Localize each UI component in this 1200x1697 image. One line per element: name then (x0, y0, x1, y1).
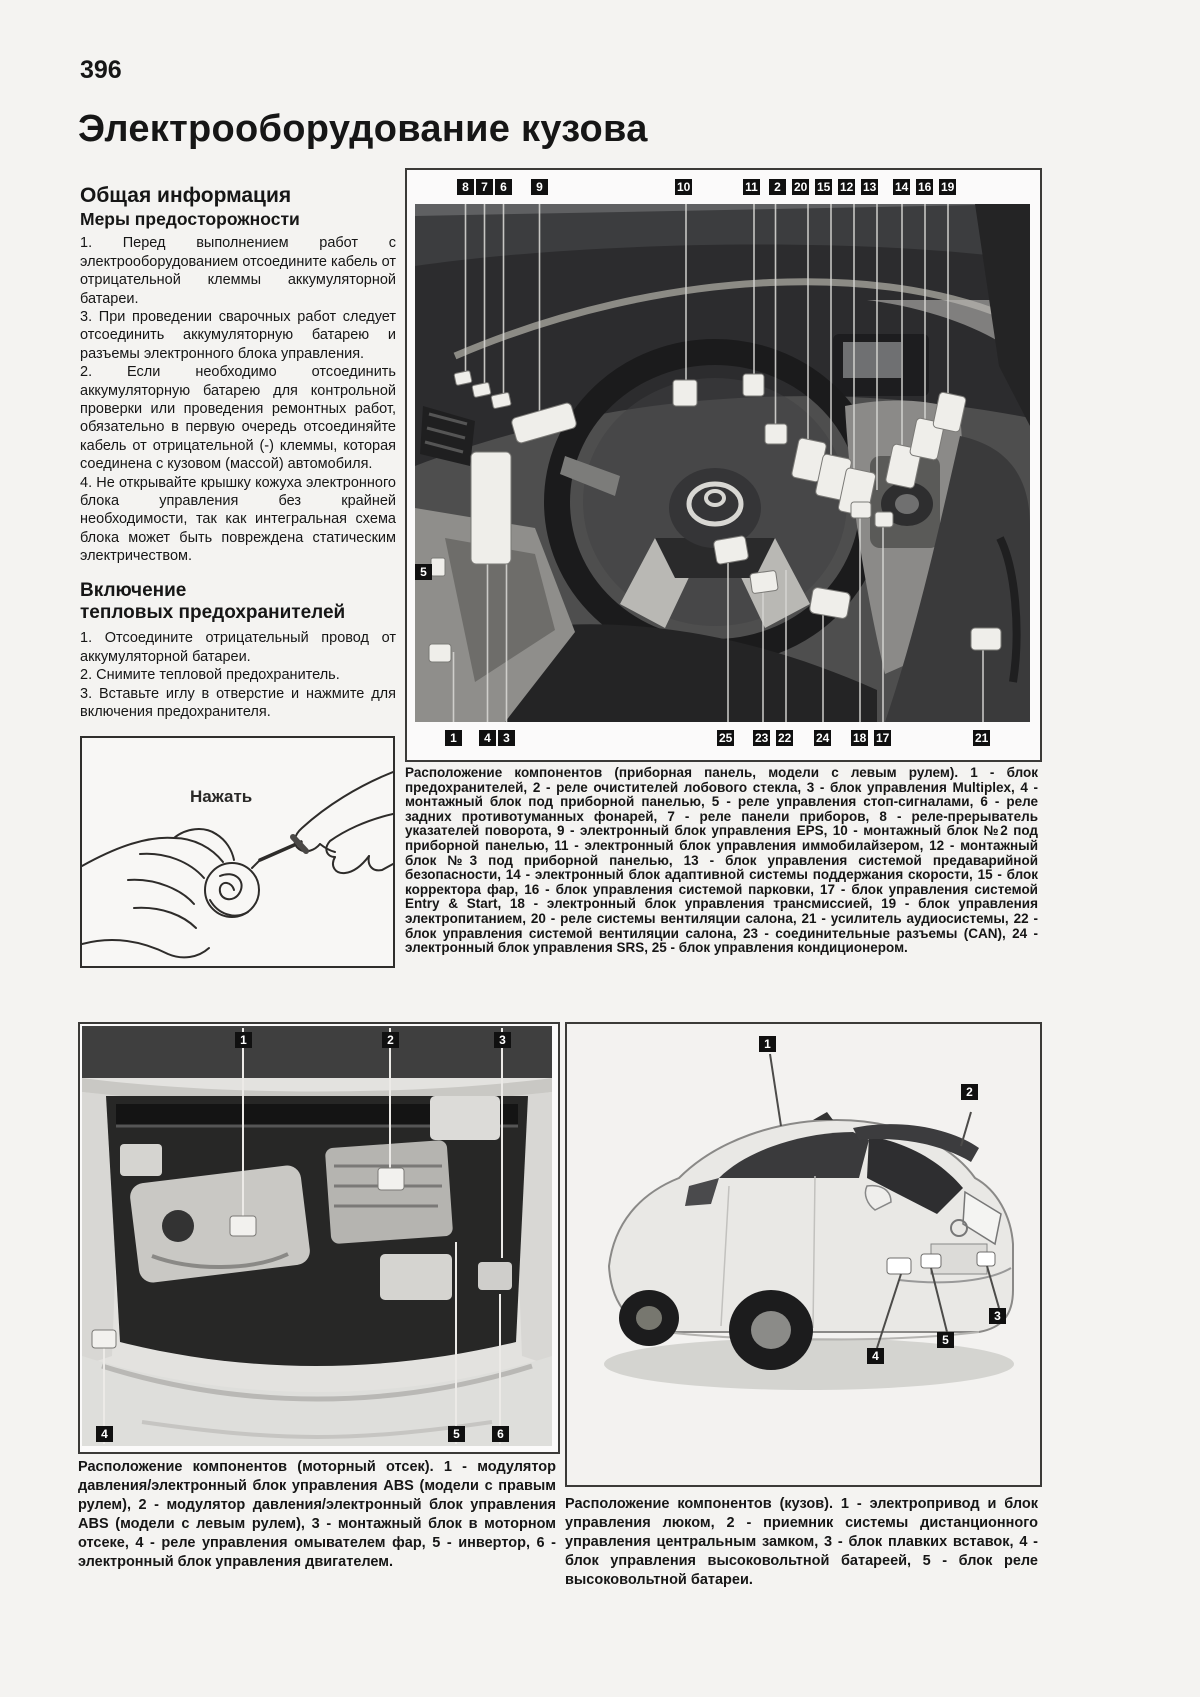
callout-chip: 2 (961, 1084, 978, 1100)
body-figure (565, 1022, 1042, 1487)
callout-chip: 9 (531, 179, 548, 195)
page-number: 396 (80, 56, 122, 84)
callout-chip: 6 (492, 1426, 509, 1442)
callout-chip: 4 (867, 1348, 884, 1364)
callout-chip: 20 (794, 180, 808, 194)
step-paragraph: 2. Снимите тепловой предохранитель. (80, 667, 340, 684)
callout-chip: 4 (479, 730, 496, 746)
engine-bay-figure (78, 1022, 560, 1454)
callout-chip: 16 (918, 180, 932, 194)
step-paragraph: 3. Вставьте иглу в отверстие и нажмите для включения предохранителя. (80, 685, 396, 721)
section-subheading-precautions: Меры предосторожности (80, 209, 300, 230)
fuse-press-illustration (80, 736, 395, 968)
callout-chip: 18 (853, 731, 867, 745)
callout-chip: 6 (495, 179, 512, 195)
dashboard-caption: Расположение компонентов (приборная панель, модели с левым рулем). 1 - блок предохранителей, 2 - реле очистителей лобового стекла, 3 - блок управления Multiplex, 4 - монтажный блок под приборной панелью, 5 - реле управления стоп-сигналами, 6 - реле задних противотуманных фонарей, 7 - реле панели приборов, 8 - реле-прерыватель указателей поворота, 9 - электронный блок управления EPS, 10 - монтажный блок №2 под приборной панелью, 11 - электронный блок управления иммобилайзером, 12 - монтажный блок №3 под приборной панелью, 13 - блок управления системой предаварийной безопасности, 14 - электронный блок адаптивной системы поддержания скорости, 15 - блок корректора фар, 16 - блок управления системой парковки, 17 - блок управления системой Entry & Start, 18 - электронный блок управления трансмиссией, 19 - блок управления электропитанием, 20 - реле системы вентиляции салона, 21 - усилитель аудиосистемы, 22 - блок управления системой вентиляции салона, 23 - соединительные разъемы (CAN), 24 - электронный блок управления SRS, 25 - блок управления кондиционером. (405, 765, 1038, 956)
callout-chip: 3 (494, 1032, 511, 1048)
callout-chip: 13 (863, 180, 877, 194)
callout-chip: 21 (975, 731, 989, 745)
callout-chip: 23 (755, 731, 769, 745)
callout-chip: 1 (235, 1032, 252, 1048)
engine-bay-photo (82, 1026, 552, 1446)
precaution-paragraph: 2. Если необходимо отсоединить аккумуляторную батарею для контрольной проверки или проведения ремонтных работ, обязательно в первую очередь отсоединяйте кабель от отрицательной (-) клеммы, которая соединена с кузовом (массой) автомобиля. (80, 364, 396, 473)
callout-chip: 3 (498, 730, 515, 746)
section-heading-general-info: Общая информация (80, 184, 292, 207)
callout-chip: 19 (941, 180, 955, 194)
section-heading-thermal-fuses (80, 580, 396, 625)
hands-pressing-fuse-drawing (82, 738, 393, 964)
callout-chip: 5 (448, 1426, 465, 1442)
callout-chip: 17 (876, 731, 890, 745)
callout-chip: 7 (476, 179, 493, 195)
callout-chip: 5 (415, 564, 432, 580)
callout-chip: 22 (778, 731, 792, 745)
callout-chip: 8 (457, 179, 474, 195)
callout-chip: 12 (840, 180, 854, 194)
callout-chip: 11 (743, 179, 760, 195)
body-caption: Расположение компонентов (кузов). 1 - электропривод и блок управления люком, 2 - приемник системы дистанционного управления центральным замком, 3 - блок плавких вставок, 4 - блок управления высоковольтной батареей, 5 - блок реле высоковольтной батареи. (565, 1496, 1038, 1588)
precaution-paragraph: 1. Перед выполнением работ с электрооборудованием отсоедините кабель от отрицательной клеммы аккумуляторной батареи. (80, 235, 396, 307)
press-label: Нажать (190, 786, 253, 806)
dashboard-figure (405, 168, 1042, 762)
callout-chip: 1 (445, 730, 462, 746)
callout-chip: 2 (769, 179, 786, 195)
callout-chip: 14 (895, 180, 909, 194)
callout-chip: 1 (759, 1036, 776, 1052)
callout-chip: 15 (817, 180, 831, 194)
heading-line: тепловых предохранителей (80, 602, 346, 624)
page-title: Электрооборудование кузова (78, 108, 648, 150)
callout-chip: 25 (719, 731, 733, 745)
callout-chip: 10 (677, 180, 691, 194)
callout-chip: 3 (989, 1308, 1006, 1324)
precaution-paragraph: 4. Не открывайте крышку кожуха электронного блока управления без крайней необходимости, так как интегральная схема блока может быть повреждена статическим электричеством. (80, 474, 396, 565)
dashboard-photo (415, 204, 1030, 722)
step-paragraph: 1. Отсоедините отрицательный провод от аккумуляторной батареи. (80, 630, 396, 665)
engine-bay-caption: Расположение компонентов (моторный отсек). 1 - модулятор давления/электронный блок управления ABS (модели с правым рулем), 2 - модулятор давления/электронный блок управления ABS (модели с левым рулем), 3 - монтажный блок в моторном отсеке, 4 - реле управления омывателем фар, 5 - инвертор, 6 - электронный блок управления двигателем. (78, 1459, 556, 1570)
left-column (80, 184, 396, 968)
callout-chip: 5 (937, 1332, 954, 1348)
callout-chip: 2 (382, 1032, 399, 1048)
callout-chip: 24 (816, 731, 830, 745)
precaution-paragraph: 3. При проведении сварочных работ следует отсоединить аккумуляторную батарею и разъемы электронного блока управления. (80, 308, 396, 362)
callout-chip: 4 (96, 1426, 113, 1442)
heading-line: Включение (80, 579, 187, 601)
